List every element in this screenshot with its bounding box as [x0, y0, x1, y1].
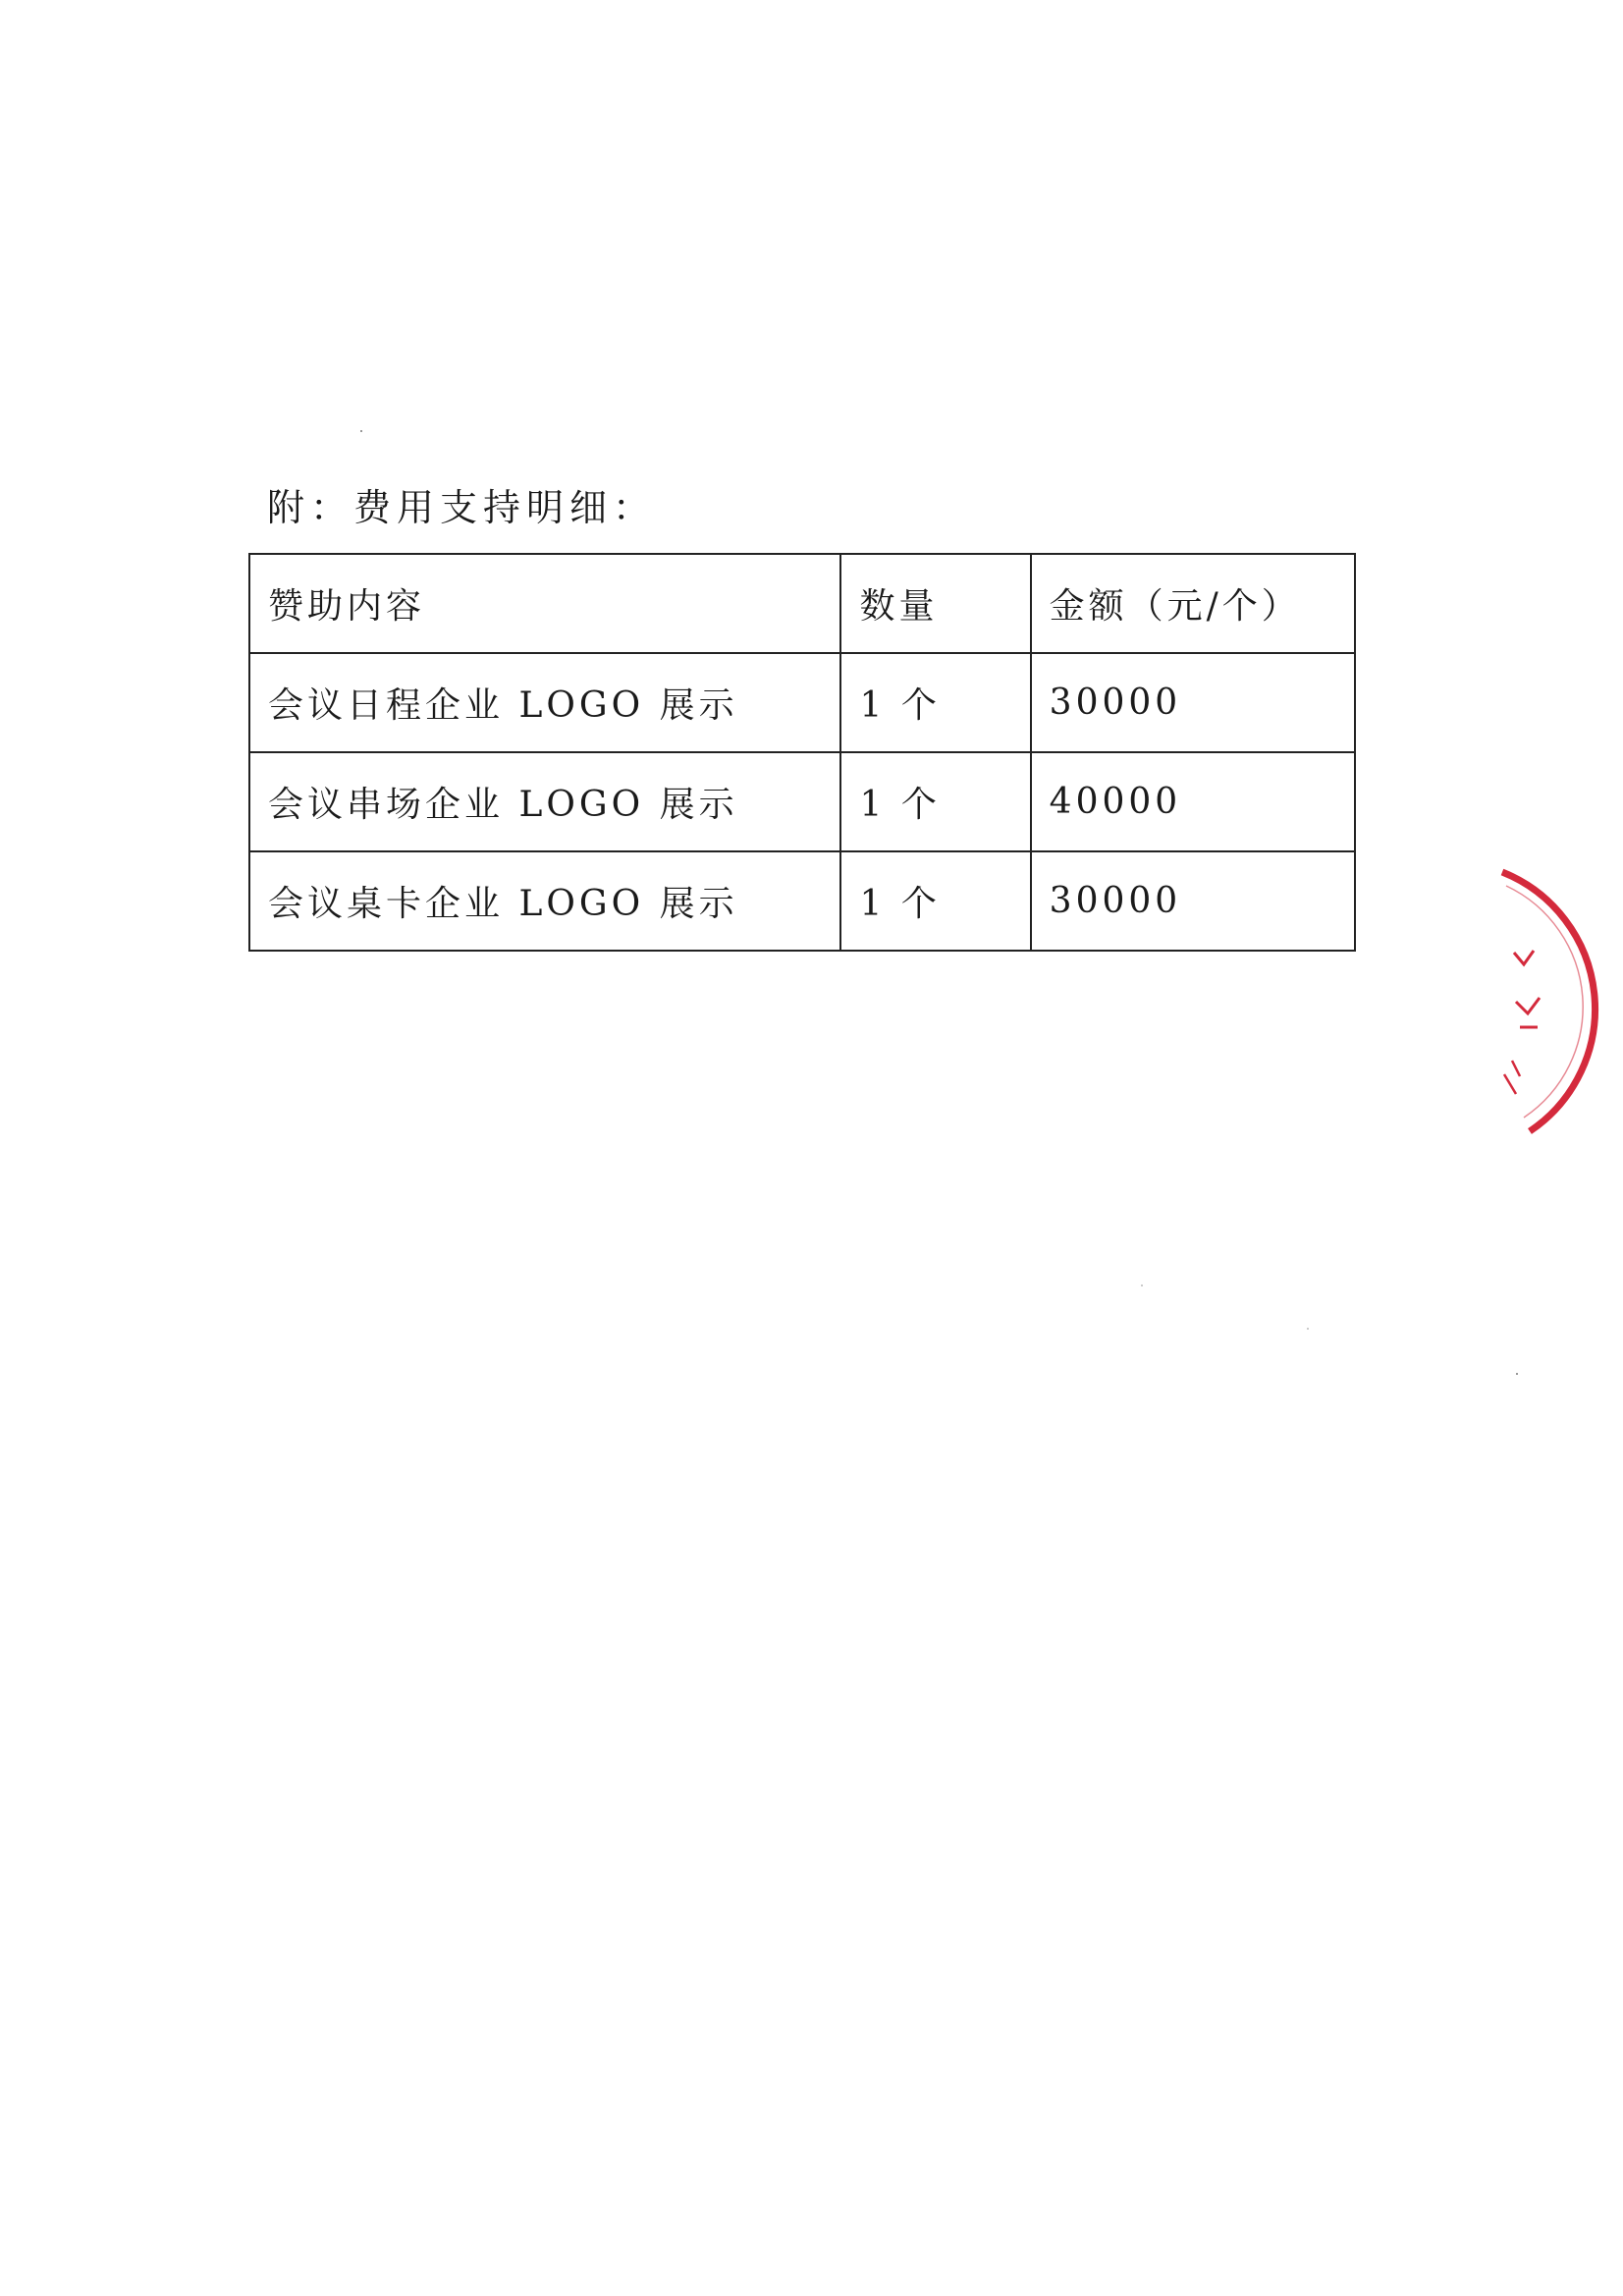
cell-item: 会议日程企业 LOGO 展示: [249, 653, 840, 752]
sponsorship-cost-table: [248, 553, 1356, 952]
scan-speck: [1516, 1373, 1518, 1375]
cell-amount: 40000: [1031, 752, 1355, 851]
cell-quantity: 1 个: [840, 752, 1030, 851]
cell-amount: 30000: [1031, 851, 1355, 951]
table-header-row: [249, 554, 1355, 653]
official-seal-fragment: [1455, 854, 1623, 1149]
seal-stamp-icon: [1455, 854, 1623, 1149]
header-sponsorship-content: 赞助内容: [249, 554, 840, 653]
table-row: [249, 752, 1355, 851]
header-amount: 金额（元/个）: [1031, 554, 1355, 653]
cell-amount: 30000: [1031, 653, 1355, 752]
cell-quantity: 1 个: [840, 851, 1030, 951]
cell-item: 会议桌卡企业 LOGO 展示: [249, 851, 840, 951]
cell-quantity: 1 个: [840, 653, 1030, 752]
scan-speck: [360, 430, 362, 432]
table-row: [249, 851, 1355, 951]
header-quantity: 数量: [840, 554, 1030, 653]
cell-item: 会议串场企业 LOGO 展示: [249, 752, 840, 851]
attachment-heading: 附：费用支持明细：: [267, 486, 657, 529]
table-row: [249, 653, 1355, 752]
scan-speck: [1141, 1285, 1143, 1286]
scan-speck: [1307, 1328, 1309, 1330]
